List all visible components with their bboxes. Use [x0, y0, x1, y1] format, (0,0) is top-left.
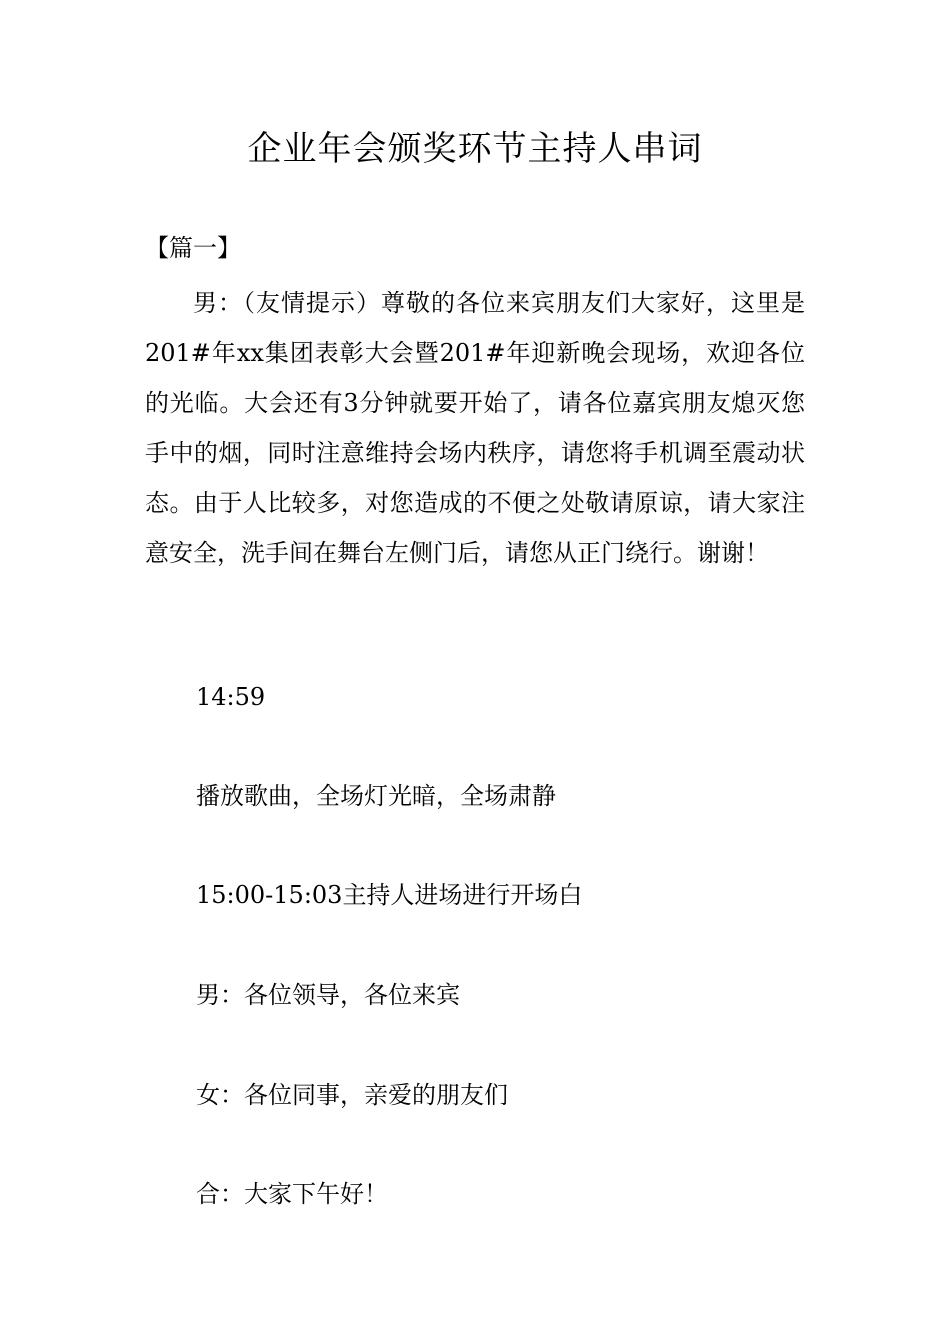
- both-hosts-line: 合：大家下午好！: [196, 1180, 388, 1208]
- schedule-entrance-line: 15:00-15:03主持人进场进行开场白: [196, 881, 583, 909]
- male-host-line: 男：各位领导，各位来宾: [196, 981, 460, 1009]
- section-label: 【篇一】: [145, 234, 241, 262]
- schedule-time-line: 14:59: [196, 683, 266, 711]
- intro-paragraph: 男：（友情提示）尊敬的各位来宾朋友们大家好，这里是201#年xx集团表彰大会暨201#年迎新晚会现场，欢迎各位的光临。大会还有3分钟就要开始了，请各位嘉宾朋友熄灭您手中的烟，同时注意维持会场内秩序，请您将手机调至震动状态。由于人比较多，对您造成的不便之处敬请原谅，请大家注意安全，洗手间在舞台左侧门后，请您从正门绕行。谢谢！: [145, 289, 805, 567]
- female-host-line: 女：各位同事，亲爱的朋友们: [196, 1081, 508, 1109]
- stage-direction-line: 播放歌曲，全场灯光暗，全场肃静: [196, 782, 556, 810]
- document-title: 企业年会颁奖环节主持人串词: [247, 129, 703, 169]
